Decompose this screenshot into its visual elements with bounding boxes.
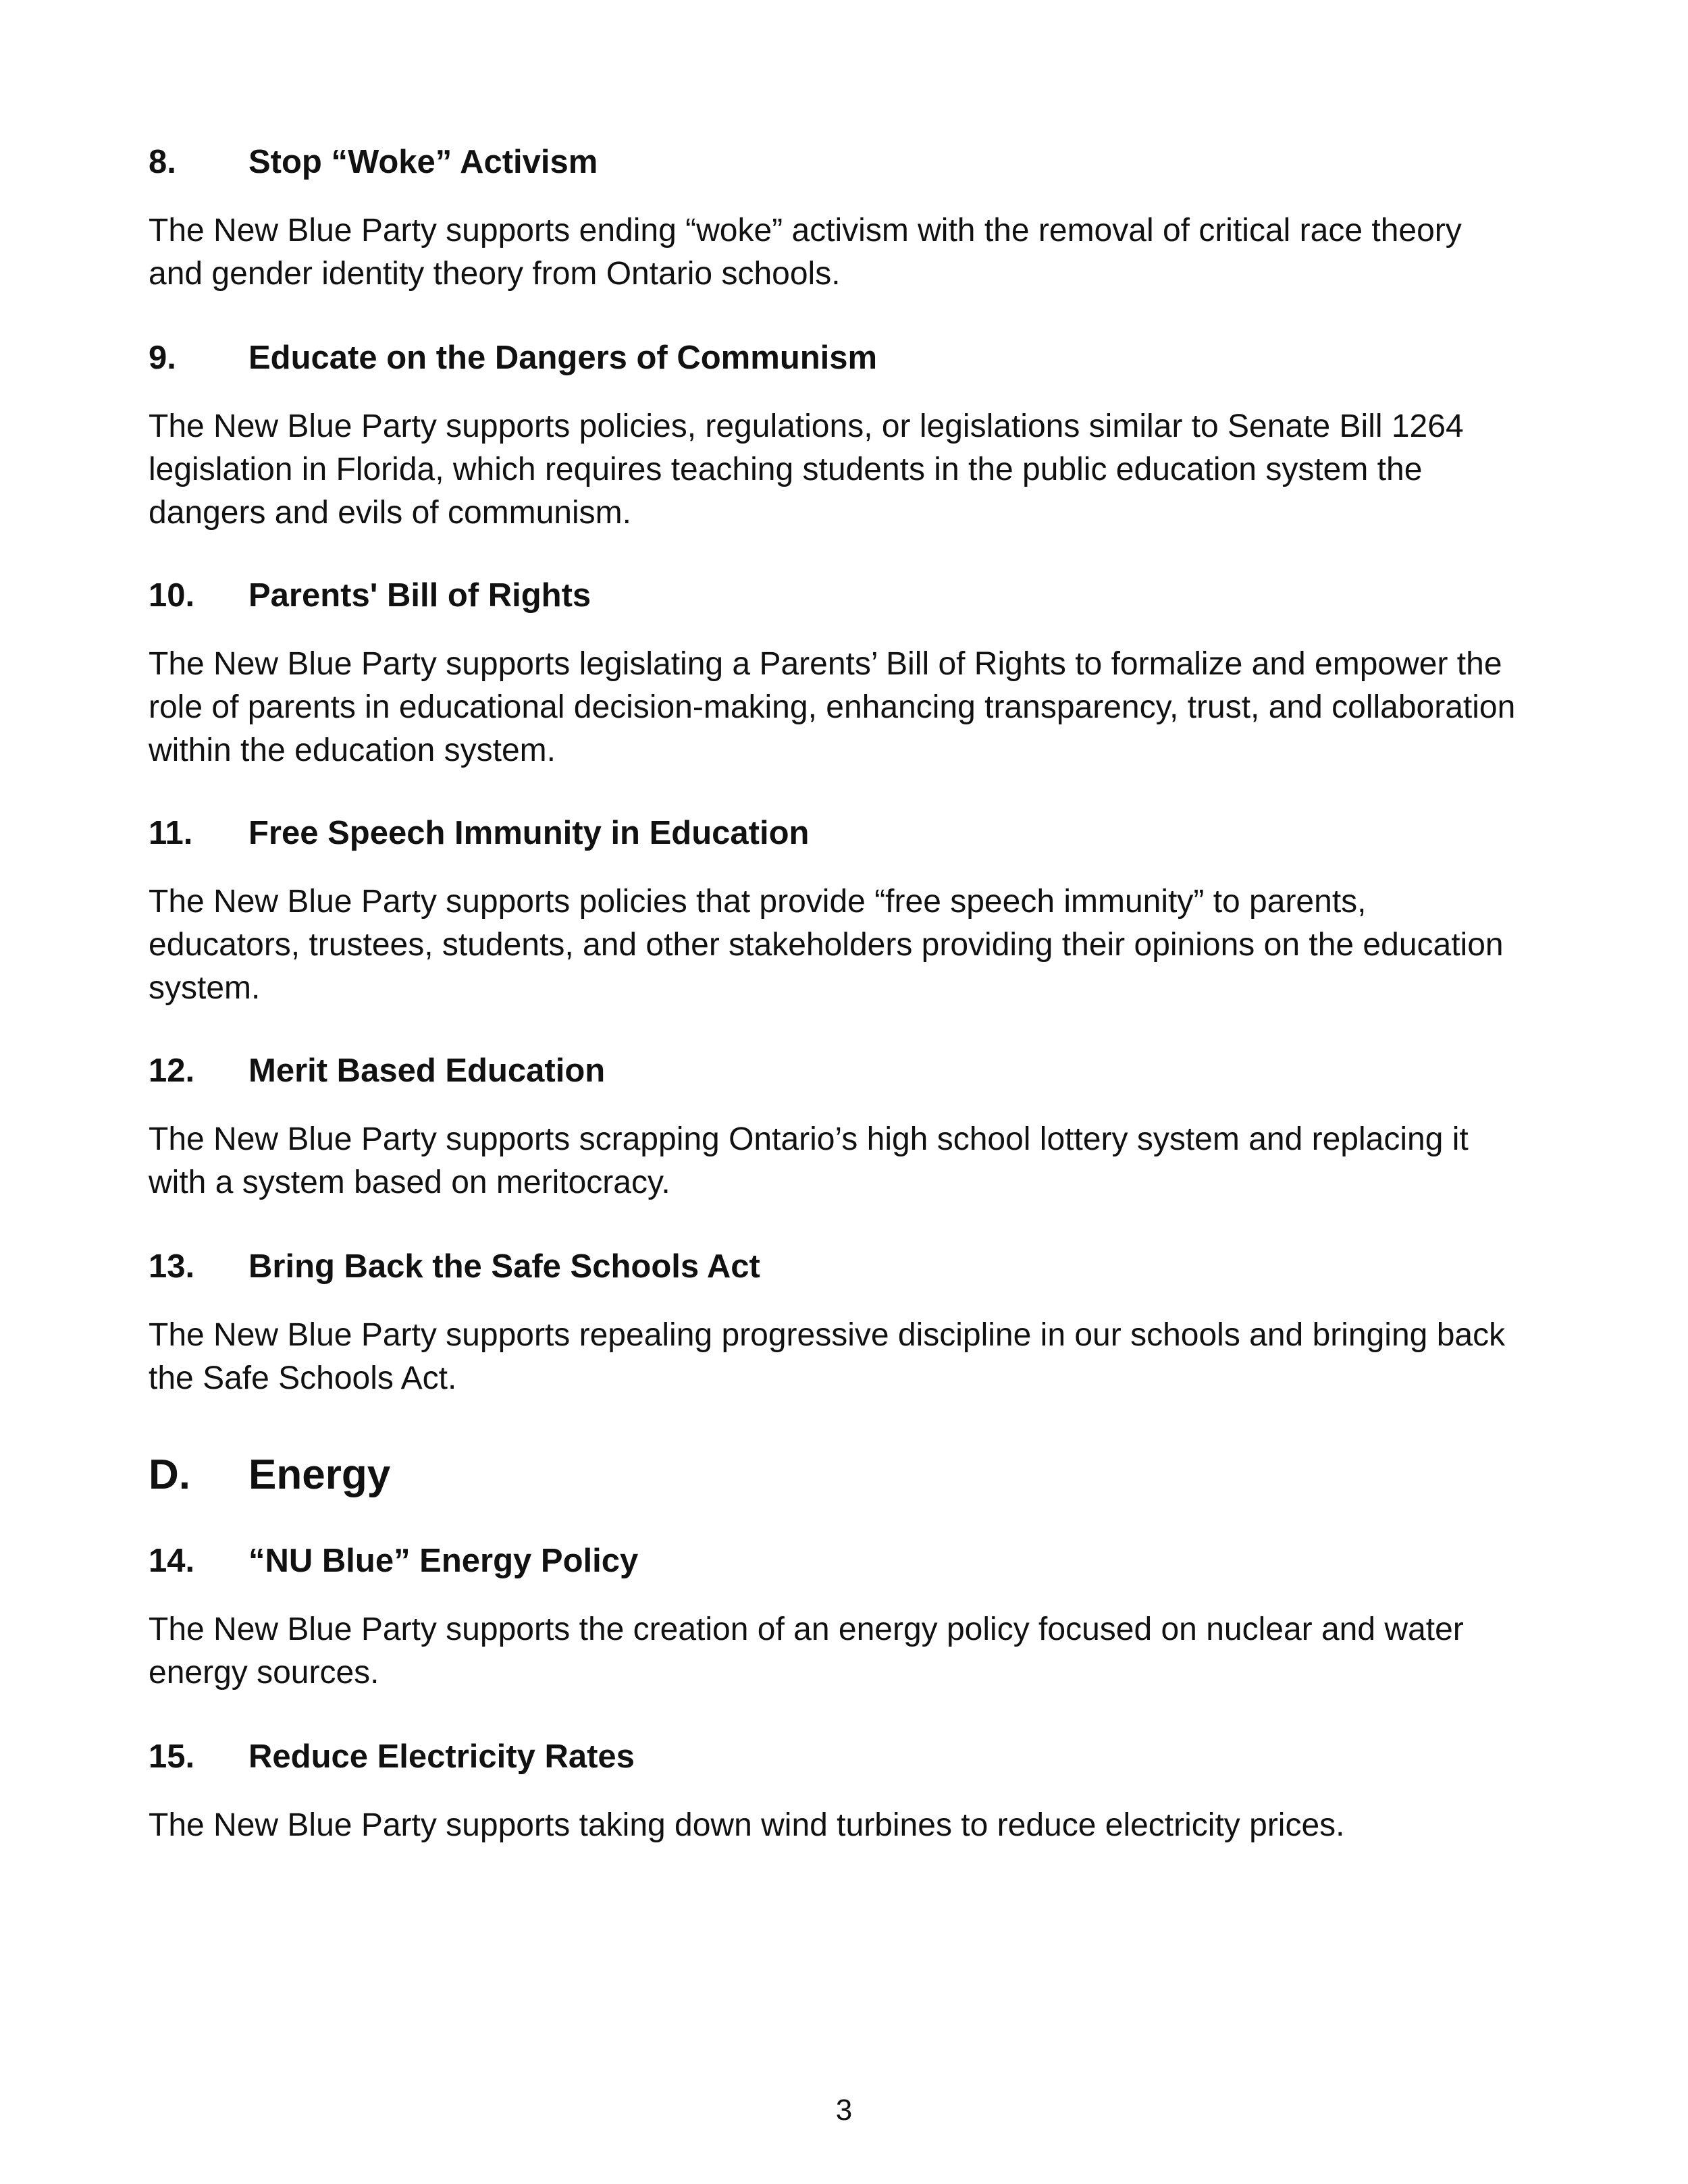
item-body: The New Blue Party supports taking down wind turbines to reduce electricity prices.	[149, 1807, 1345, 1843]
item-number: 12.	[149, 1053, 195, 1089]
item-body: The New Blue Party supports repealing progressive discipline in our schools and bringing back the Safe Schools Act.	[149, 1317, 1506, 1396]
item-number: 9.	[149, 340, 176, 376]
item-number: 15.	[149, 1738, 195, 1775]
item-title: Educate on the Dangers of Communism	[248, 340, 878, 376]
item-body: The New Blue Party supports legislating a Parents’ Bill of Rights to formalize and empower the role of parents in educational decision-making, enhancing transparency, trust, and collaboration within the education system.	[149, 646, 1516, 768]
item-title: Stop “Woke” Activism	[248, 144, 598, 180]
item-body: The New Blue Party supports policies that provide “free speech immunity” to parents, educators, trustees, students, and other stakeholders providing their opinions on the education system.	[149, 884, 1504, 1006]
item-body: The New Blue Party supports scrapping Ontario’s high school lottery system and replacing it with a system based on meritocracy.	[149, 1121, 1469, 1200]
item-body: The New Blue Party supports the creation of an energy policy focused on nuclear and water energy sources.	[149, 1612, 1464, 1690]
item-title: Merit Based Education	[248, 1053, 606, 1089]
section-title: Energy	[248, 1451, 391, 1498]
item-heading	[149, 338, 877, 378]
item-body: The New Blue Party supports ending “woke” activism with the removal of critical race theory and gender identity theory from Ontario schools.	[149, 213, 1462, 292]
item-heading	[149, 1246, 760, 1287]
item-number: 13.	[149, 1248, 195, 1285]
item-heading	[149, 1541, 638, 1581]
item-heading	[149, 1050, 605, 1091]
item-heading	[149, 142, 598, 182]
item-number: 8.	[149, 144, 176, 180]
item-number: 14.	[149, 1543, 195, 1579]
item-body: The New Blue Party supports policies, regulations, or legislations similar to Senate Bill 1264 legislation in Florida, which requires teaching students in the public education system the dangers and evils of communism.	[149, 408, 1464, 531]
item-heading	[149, 813, 809, 853]
page-number: 3	[835, 2094, 853, 2127]
item-title: Free Speech Immunity in Education	[248, 815, 810, 851]
item-number: 10.	[149, 577, 195, 614]
item-title: Parents' Bill of Rights	[248, 577, 591, 614]
section-heading-energy	[149, 1449, 390, 1501]
item-heading	[149, 1736, 635, 1777]
item-heading	[149, 575, 591, 616]
section-letter: D.	[149, 1451, 190, 1498]
item-title: Bring Back the Safe Schools Act	[248, 1248, 760, 1285]
item-title: Reduce Electricity Rates	[248, 1738, 635, 1775]
item-number: 11.	[149, 815, 193, 851]
item-title: “NU Blue” Energy Policy	[248, 1543, 639, 1579]
